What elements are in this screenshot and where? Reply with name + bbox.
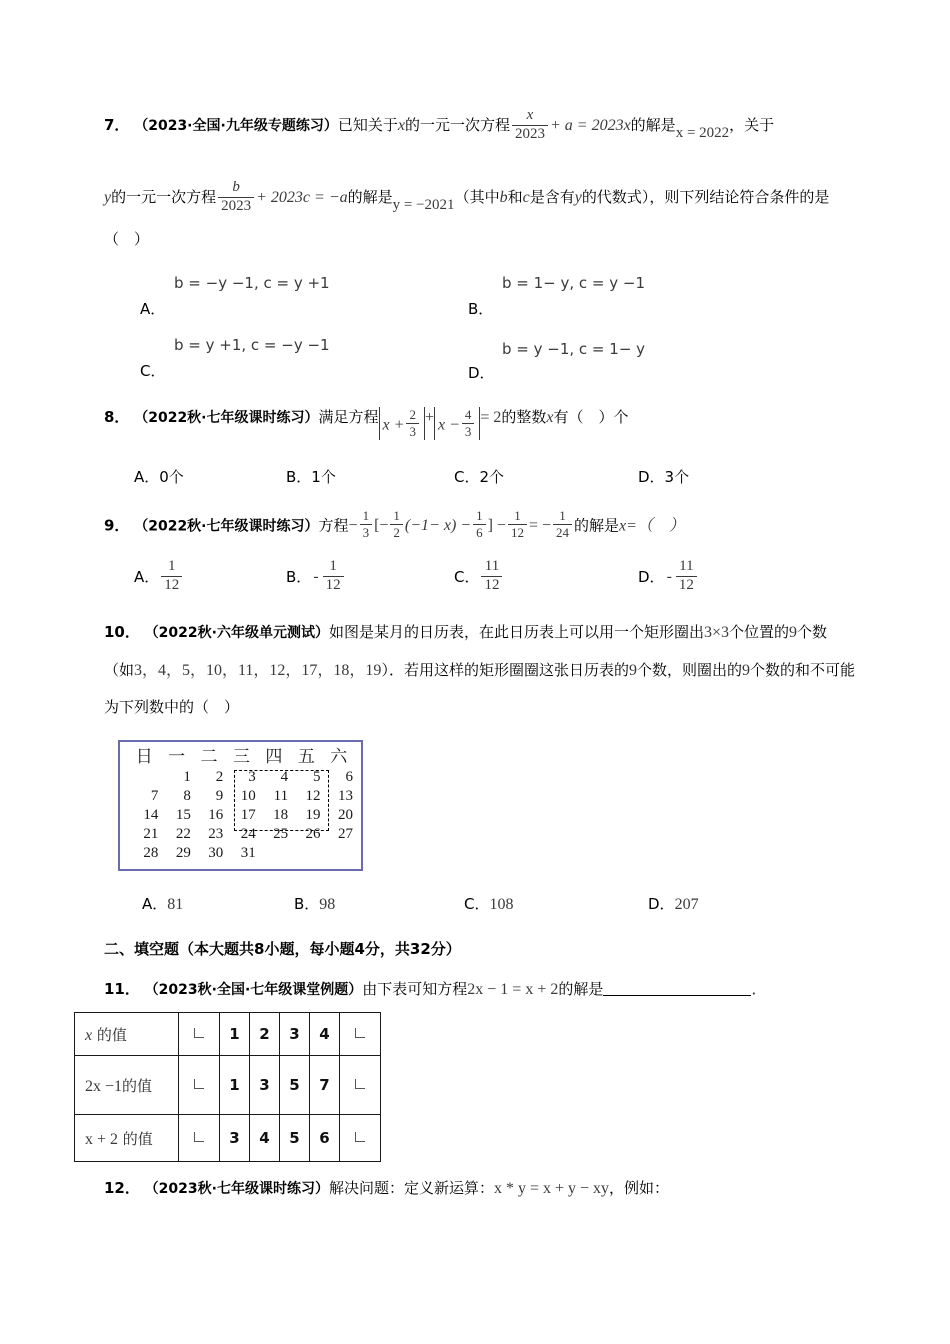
q9-option-b-num: 1 bbox=[323, 559, 344, 577]
q7-eq2-denominator: 2023 bbox=[221, 197, 252, 214]
q10-option-a[interactable] bbox=[104, 893, 294, 914]
calendar-day: 12 bbox=[305, 788, 321, 804]
calendar-weekday-6: 六 bbox=[330, 747, 348, 766]
q9-f4-den: 12 bbox=[510, 524, 524, 540]
q9-f1-num: 1 bbox=[360, 509, 373, 525]
q10-line2-a: 置的 bbox=[759, 623, 790, 641]
question-10 bbox=[104, 614, 856, 914]
calendar-day: 13 bbox=[338, 788, 353, 804]
q12-text-b: ，例如： bbox=[609, 1179, 670, 1197]
q10-n9-b: 9 bbox=[628, 662, 637, 679]
calendar-day: 17 bbox=[240, 807, 256, 823]
q7-options-row-2 bbox=[104, 335, 856, 396]
q10-example-numbers: 3，4，5，10，11，12，17，18，19 bbox=[134, 662, 382, 679]
q12-number: 12． bbox=[104, 1179, 140, 1197]
q11-cell: 5 bbox=[280, 1115, 310, 1162]
q7-var-x: x bbox=[397, 117, 405, 135]
q10-option-c-label: C． bbox=[464, 895, 490, 913]
q8-option-a[interactable]: A．0个 bbox=[134, 467, 184, 486]
q9-option-a[interactable] bbox=[104, 559, 286, 594]
calendar-day: 22 bbox=[175, 826, 191, 842]
ellipsis-icon bbox=[194, 1132, 204, 1142]
q9-option-c[interactable] bbox=[454, 559, 638, 594]
question-12 bbox=[104, 1174, 856, 1203]
q10-option-b-value: 98 bbox=[319, 896, 336, 913]
calendar-day: 11 bbox=[273, 788, 289, 804]
q7-option-b-math: b = 1− y, c = y −1 bbox=[502, 273, 646, 292]
q10-n9-c: 9 bbox=[741, 662, 750, 679]
table-row bbox=[75, 1115, 381, 1162]
q12-text-a: 解决问题：定义新运算： bbox=[328, 1179, 494, 1197]
q8-abs1-var: x + bbox=[382, 416, 405, 434]
q8-text-a: 满足方程 bbox=[318, 407, 379, 426]
q11-cell: 4 bbox=[250, 1115, 280, 1162]
calendar-day: 18 bbox=[273, 807, 289, 823]
q7-eq1-rest: + a = 2023x bbox=[549, 117, 631, 135]
q10-option-a-label: A． bbox=[142, 895, 168, 913]
q9-f3-num: 1 bbox=[473, 509, 486, 525]
q12-equation: x * y = x + y − xy bbox=[493, 1180, 610, 1197]
calendar-weekday-4: 四 bbox=[265, 747, 283, 766]
q8-abs2-var: x − bbox=[437, 416, 460, 434]
q9-options bbox=[104, 559, 856, 594]
q11-row2-label-cn: 的值 bbox=[118, 1129, 153, 1148]
q7-equation-2 bbox=[216, 178, 348, 214]
q7-text-f: 的解是 bbox=[347, 187, 393, 206]
q7-text-h: 和 bbox=[507, 187, 523, 206]
q11-row-label-2x-1 bbox=[75, 1056, 179, 1115]
calendar-day: 10 bbox=[240, 788, 256, 804]
q11-cell-ellipsis bbox=[179, 1013, 220, 1056]
q11-cell: 3 bbox=[250, 1056, 280, 1115]
q7-option-d-math: b = y −1, c = 1− y bbox=[502, 339, 646, 358]
q10-options bbox=[104, 893, 856, 914]
q11-row1-label-math: 2x −1 bbox=[85, 1077, 123, 1095]
q7-text-c: 的解是 bbox=[630, 116, 676, 135]
q8-option-d[interactable]: D．3个 bbox=[638, 467, 690, 486]
q10-option-d-value: 207 bbox=[674, 896, 699, 913]
q11-row1-label-cn: 的值 bbox=[122, 1076, 153, 1095]
calendar-day: 8 bbox=[183, 788, 191, 804]
q11-cell-ellipsis bbox=[340, 1013, 381, 1056]
calendar-day: 29 bbox=[175, 845, 191, 861]
q9-option-a-fraction bbox=[161, 559, 182, 594]
q7-var-y2: y bbox=[574, 188, 582, 206]
q8-option-b[interactable]: B．1个 bbox=[286, 467, 336, 486]
q11-cell: 3 bbox=[280, 1013, 310, 1056]
q9-option-b-sign: - bbox=[313, 567, 319, 585]
q10-n9-a: 9 bbox=[789, 624, 798, 641]
ellipsis-icon bbox=[194, 1028, 204, 1038]
q11-row-label-x-plus-2 bbox=[75, 1115, 179, 1162]
calendar-day: 3 bbox=[248, 769, 256, 785]
q8-plus: + bbox=[424, 408, 434, 426]
q8-equation bbox=[379, 407, 502, 440]
q11-answer-blank[interactable] bbox=[603, 981, 751, 996]
calendar-day: 4 bbox=[280, 769, 289, 785]
q9-f1-den: 3 bbox=[362, 524, 370, 540]
q9-option-d-den: 12 bbox=[678, 577, 694, 594]
q9-text-b: 的解是 bbox=[573, 516, 619, 535]
question-7 bbox=[104, 108, 856, 396]
q11-cell-ellipsis bbox=[179, 1115, 220, 1162]
section-2-title: 二、填空题（本大题共8小题，每小题4分，共32分） bbox=[104, 940, 461, 958]
q9-option-a-num: 1 bbox=[161, 559, 182, 577]
q10-line2-b: 个数（如 bbox=[104, 623, 828, 679]
calendar-day: 25 bbox=[273, 826, 289, 842]
page-content bbox=[85, 107, 856, 1203]
q10-line3-b: 个数的和不可能为下列数中的（ ） bbox=[104, 661, 855, 716]
q8-abs1-num: 2 bbox=[406, 408, 419, 424]
q11-row-label-x bbox=[75, 1013, 179, 1056]
q7-var-y: y bbox=[104, 188, 112, 206]
q7-text-i: 是含有 bbox=[529, 187, 575, 206]
q11-number: 11． bbox=[104, 980, 140, 998]
q8-abs1-den: 3 bbox=[409, 424, 416, 440]
q10-option-b[interactable] bbox=[294, 893, 464, 914]
q10-grid-size: 3×3 bbox=[703, 624, 729, 641]
q9-f5-num: 1 bbox=[553, 509, 572, 525]
q11-cell: 6 bbox=[310, 1115, 340, 1162]
q8-abs2-num: 4 bbox=[462, 408, 475, 424]
q9-option-c-fraction bbox=[481, 559, 502, 594]
calendar-day: 19 bbox=[305, 807, 321, 823]
q7-text-a: 已知关于 bbox=[337, 116, 398, 135]
q7-equation-1 bbox=[510, 107, 631, 142]
q7-eq1-denominator: 2023 bbox=[514, 125, 545, 142]
ellipsis-icon bbox=[355, 1079, 365, 1089]
q8-var-x: x bbox=[546, 408, 554, 426]
q10-line2-d: 个数，则 bbox=[636, 661, 697, 679]
calendar-day: 23 bbox=[208, 826, 224, 842]
q11-cell: 5 bbox=[280, 1056, 310, 1115]
calendar-day bbox=[128, 768, 160, 787]
ellipsis-icon bbox=[194, 1079, 204, 1089]
q9-option-c-den: 12 bbox=[484, 577, 500, 594]
q11-cell: 4 bbox=[310, 1013, 340, 1056]
q11-equation: 2x − 1 = x + 2 bbox=[467, 981, 559, 998]
calendar-weekday-0: 日 bbox=[135, 747, 153, 766]
calendar-weekday-1: 一 bbox=[168, 747, 186, 766]
q10-number: 10． bbox=[104, 623, 140, 641]
q9-option-a-label: A． bbox=[134, 568, 160, 587]
q9-option-b-den: 12 bbox=[325, 577, 341, 594]
calendar-day: 1 bbox=[183, 769, 191, 785]
q7-eq2-solution: y = −2021 bbox=[392, 196, 455, 213]
calendar-day: 24 bbox=[240, 826, 256, 842]
calendar-day: 7 bbox=[150, 788, 159, 804]
calendar-day: 5 bbox=[313, 769, 321, 785]
calendar-day bbox=[323, 844, 355, 863]
q7-option-d[interactable] bbox=[468, 363, 495, 382]
q7-option-c-math: b = y +1, c = −y −1 bbox=[174, 335, 330, 354]
q9-equation bbox=[348, 507, 574, 540]
table-row bbox=[75, 1013, 381, 1056]
q7-option-b-label: B． bbox=[468, 299, 494, 318]
q9-option-a-den: 12 bbox=[164, 577, 180, 594]
q8-text-c: 有（ ）个 bbox=[553, 407, 629, 426]
q9-f4-num: 1 bbox=[508, 509, 527, 525]
q11-cell-ellipsis bbox=[340, 1056, 381, 1115]
q7-eq1-numerator: x bbox=[512, 108, 548, 126]
calendar-day: 28 bbox=[143, 845, 159, 861]
calendar-table bbox=[128, 746, 355, 863]
q7-text-d: ，关于 bbox=[729, 116, 775, 135]
calendar-day: 21 bbox=[143, 826, 159, 842]
q11-cell: 3 bbox=[220, 1115, 250, 1162]
calendar-figure bbox=[118, 740, 363, 871]
q11-text-a: 由下表可知方程 bbox=[362, 980, 468, 998]
calendar-week-row bbox=[128, 787, 355, 806]
q10-option-d[interactable] bbox=[648, 893, 808, 914]
q9-option-b-label: B． bbox=[286, 568, 312, 587]
q9-bracket-close: ] − bbox=[487, 517, 506, 535]
q7-number: 7． bbox=[104, 116, 130, 135]
calendar-weekday-2: 二 bbox=[200, 747, 218, 766]
calendar-day: 2 bbox=[215, 769, 224, 785]
q10-option-c[interactable] bbox=[464, 893, 648, 914]
q7-var-c: c bbox=[522, 188, 530, 206]
calendar-week-row bbox=[128, 825, 355, 844]
q9-option-b[interactable] bbox=[286, 559, 454, 594]
q7-option-a-label: A． bbox=[140, 299, 166, 318]
calendar-day: 15 bbox=[175, 807, 191, 823]
q9-option-c-num: 11 bbox=[481, 559, 502, 577]
calendar-day: 27 bbox=[338, 826, 353, 842]
q7-var-b: b bbox=[499, 188, 508, 206]
q11-cell-ellipsis bbox=[179, 1056, 220, 1115]
q7-option-b[interactable] bbox=[468, 299, 494, 318]
q11-cell: 1 bbox=[220, 1013, 250, 1056]
calendar-day: 16 bbox=[208, 807, 224, 823]
calendar-day: 30 bbox=[208, 845, 224, 861]
q11-cell: 2 bbox=[250, 1013, 280, 1056]
ellipsis-icon bbox=[355, 1028, 365, 1038]
q7-eq1-solution: x = 2022 bbox=[675, 124, 730, 141]
calendar-day: 20 bbox=[338, 807, 353, 823]
calendar-weekday-3: 三 bbox=[232, 747, 250, 766]
q10-option-c-value: 108 bbox=[489, 896, 514, 913]
q9-text-c: x=（ ） bbox=[619, 517, 685, 535]
q9-paren: (−1− x) − bbox=[404, 517, 472, 535]
calendar-day: 14 bbox=[143, 807, 159, 823]
q10-line3-a: 圈出的 bbox=[696, 661, 742, 679]
q9-number: 9． bbox=[104, 516, 130, 535]
q9-option-d-label: D． bbox=[638, 568, 665, 587]
q10-option-a-value: 81 bbox=[167, 896, 184, 913]
calendar-day: 31 bbox=[240, 845, 256, 861]
q8-options bbox=[104, 466, 856, 487]
calendar-week-row bbox=[128, 768, 355, 787]
q7-option-c[interactable] bbox=[140, 361, 166, 380]
q9-bracket-open: [− bbox=[374, 517, 389, 535]
calendar-day bbox=[290, 844, 322, 863]
q9-option-d-num: 11 bbox=[676, 559, 697, 577]
q9-f5-den: 24 bbox=[555, 524, 569, 540]
q11-source: （2023秋·全国·七年级课堂例题） bbox=[144, 982, 363, 998]
q9-f3-den: 6 bbox=[476, 524, 483, 540]
q7-eq2-numerator: b bbox=[218, 180, 254, 198]
table-row bbox=[75, 1056, 381, 1115]
q11-text-b: 的解是 bbox=[558, 980, 604, 998]
q11-cell-ellipsis bbox=[340, 1115, 381, 1162]
calendar-week-row bbox=[128, 806, 355, 825]
q7-option-a[interactable] bbox=[140, 299, 166, 318]
q9-minus1: − bbox=[348, 517, 358, 535]
q9-option-b-fraction bbox=[323, 559, 344, 594]
calendar-day: 26 bbox=[305, 826, 321, 842]
q11-row2-label-math: x + 2 bbox=[85, 1130, 119, 1148]
q9-option-d-sign: - bbox=[666, 567, 672, 585]
calendar-weekday-5: 五 bbox=[297, 747, 315, 766]
q9-f2-num: 1 bbox=[390, 509, 403, 525]
q10-source: （2022秋·六年级单元测试） bbox=[144, 625, 329, 641]
q11-cell: 7 bbox=[310, 1056, 340, 1115]
q7-text-j: 的代数式），则下列结论符合条件的是（ ） bbox=[104, 187, 830, 248]
calendar-header-row bbox=[128, 746, 355, 768]
calendar-day: 6 bbox=[345, 769, 353, 785]
q7-source: （2023·全国·九年级专题练习） bbox=[134, 118, 338, 135]
q8-abs2-den: 3 bbox=[464, 424, 472, 440]
q7-option-c-label: C． bbox=[140, 361, 166, 380]
q7-option-a-math: b = −y −1, c = y +1 bbox=[174, 273, 330, 292]
q11-cell: 1 bbox=[220, 1056, 250, 1115]
q9-source: （2022秋·七年级课时练习） bbox=[134, 518, 319, 535]
q11-value-table bbox=[74, 1012, 381, 1162]
q9-equals: = − bbox=[528, 517, 551, 535]
q11-period: ． bbox=[751, 981, 768, 998]
q8-eq-rhs: = 2 bbox=[480, 408, 502, 426]
q12-source: （2023秋·七年级课时练习） bbox=[144, 1181, 329, 1197]
question-9 bbox=[104, 509, 856, 594]
q8-source: （2022秋·七年级课时练习） bbox=[134, 409, 319, 426]
q9-option-d[interactable] bbox=[638, 559, 798, 594]
q9-f2-den: 2 bbox=[393, 524, 400, 540]
q10-line1-a: 如图是某月的日历表，在此日历表上可以用一个矩形圈出 bbox=[328, 623, 704, 641]
q11-row0-label-math: x bbox=[85, 1026, 93, 1044]
q11-row0-label-cn: 的值 bbox=[92, 1025, 127, 1044]
q9-text-a: 方程 bbox=[318, 516, 349, 535]
q9-option-c-label: C． bbox=[454, 568, 480, 587]
q10-option-d-label: D． bbox=[648, 895, 675, 913]
q9-option-d-fraction bbox=[676, 559, 697, 594]
q7-text-e: 的一元一次方程 bbox=[111, 187, 217, 206]
q7-option-d-label: D． bbox=[468, 363, 495, 382]
q10-line2-c: ）．若用这样的矩形圈圈这张日历表的 bbox=[381, 661, 629, 679]
q7-options-row-1 bbox=[104, 273, 856, 338]
q7-text-b: 的一元一次方程 bbox=[404, 116, 510, 135]
q8-number: 8． bbox=[104, 407, 130, 426]
q7-eq2-rest: + 2023c = −a bbox=[256, 188, 348, 206]
q8-text-b: 的整数 bbox=[501, 407, 547, 426]
question-8 bbox=[104, 402, 856, 487]
q10-option-b-label: B． bbox=[294, 895, 320, 913]
question-11 bbox=[104, 975, 856, 1004]
q8-option-c[interactable]: C．2个 bbox=[454, 467, 505, 486]
calendar-day: 9 bbox=[215, 788, 224, 804]
q10-line1-b: 个位 bbox=[729, 623, 760, 641]
calendar-day bbox=[258, 844, 290, 863]
calendar-week-row bbox=[128, 844, 355, 863]
ellipsis-icon bbox=[355, 1132, 365, 1142]
q7-text-g: （其中 bbox=[454, 187, 500, 206]
